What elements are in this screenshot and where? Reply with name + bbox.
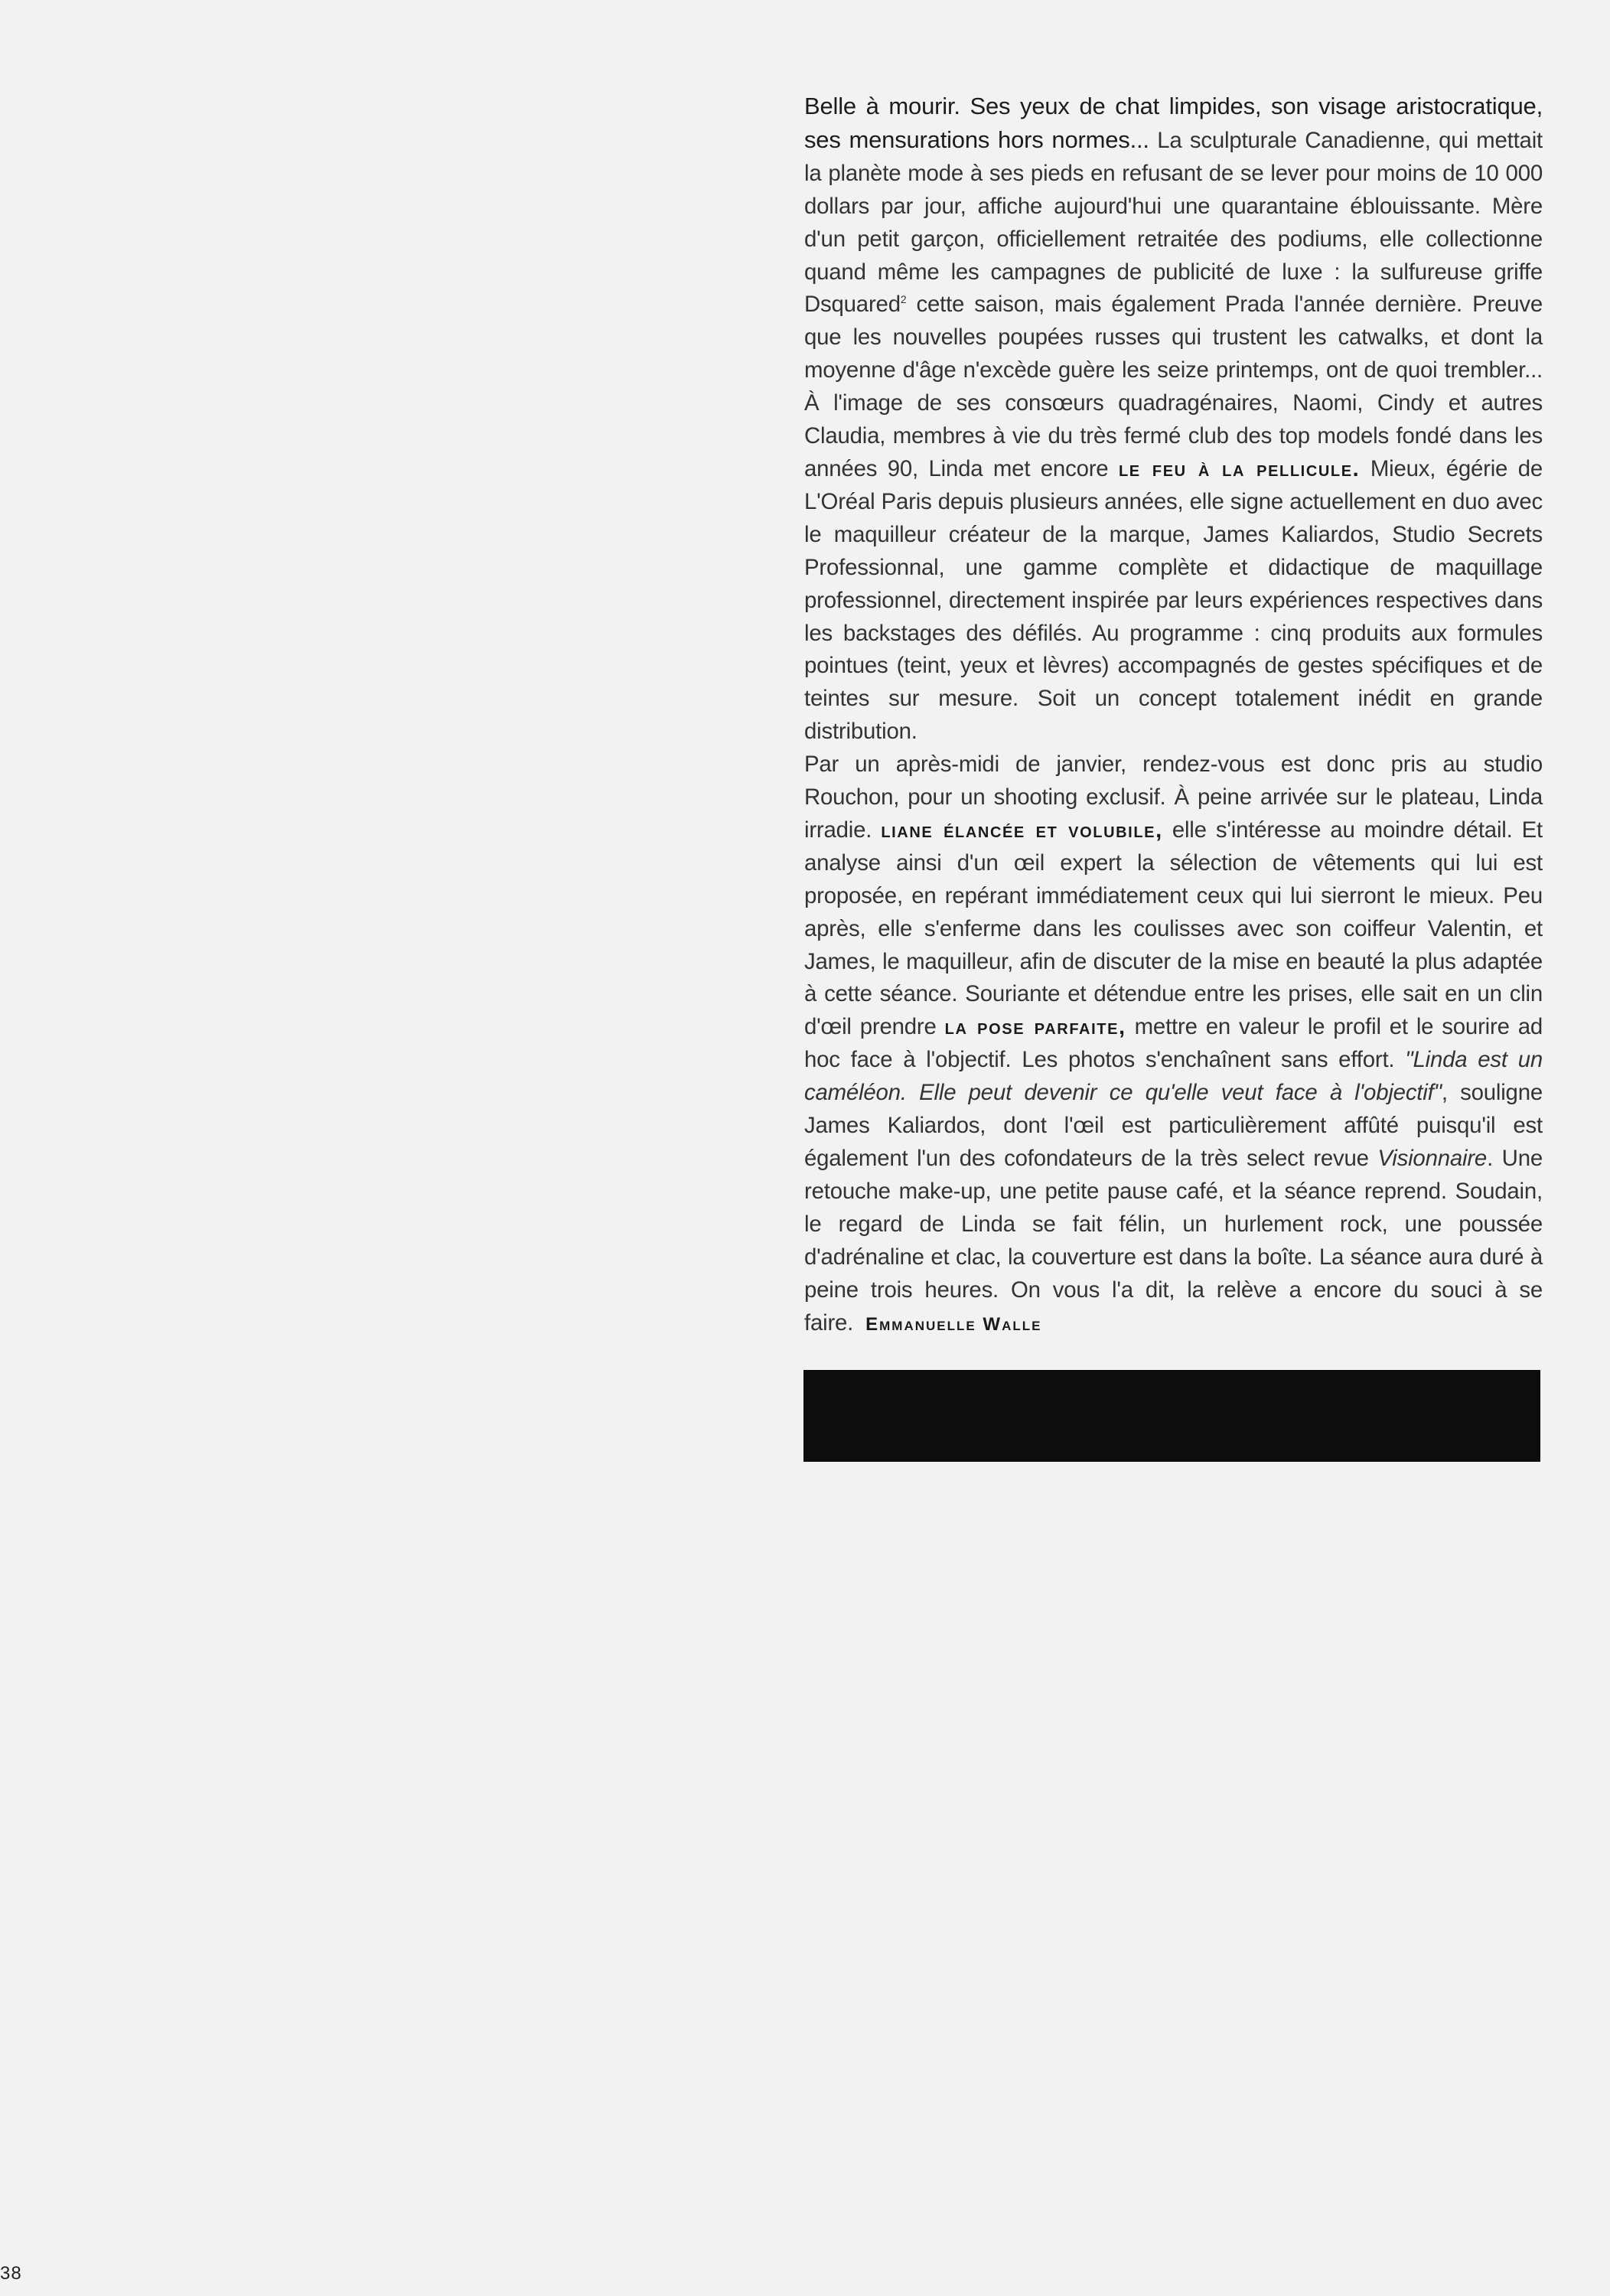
keyword-liane-elancee: liane élancée et volubile,: [881, 817, 1163, 843]
paragraph-1-text-b: cette saison, mais également Prada l'année dernière. Preuve que les nouvelles poupées russes qui trustent les catwalks, et dont la moyenne d'âge n'excède guère les seize printemps, ont de quoi trembler... À l'image de ses consœurs quadragénaires, Naomi, Cindy et autres Claudia, membres à vie du très fermé club des top models fondé dans les années 90, Linda met encore: [804, 292, 1543, 481]
keyword-feu-pellicule: le feu à la pellicule.: [1118, 456, 1361, 481]
paragraph-1-text-a: La sculpturale Canadienne, qui mettait la planète mode à ses pieds en refusant de se lever pour moins de 10 000 dollars par jour, affiche aujourd'hui une quarantaine éblouissante. Mère d'un petit garçon, officiellement retraitée des podiums, elle collectionne quand même les campagnes de publicité de luxe : la sulfureuse griffe Dsquared: [804, 127, 1543, 318]
quote: "Linda est un caméléon. Elle peut devenir ce qu'elle veut face à l'objectif": [804, 1047, 1543, 1106]
paragraph-2-text-a: Par un après-midi de janvier, rendez-vous est donc pris au studio Rouchon, pour un shooting exclusif. À peine arrivée sur le plateau, Linda irradie.: [804, 752, 1543, 843]
black-bar: [803, 1370, 1540, 1462]
paragraph-1-text-c: Mieux, égérie de L'Oréal Paris depuis plusieurs années, elle signe actuellement en duo avec le maquilleur créateur de la marque, James Kaliardos, Studio Secrets Professionnal, une gamme complète et didactique de maquillage professionnel, directement inspirée par leurs expériences respectives dans les backstages des défilés. Au programme : cinq produits aux formules pointues (teint, yeux et lèvres) accompagnés de gestes spécifiques et de teintes sur mesure. Soit un concept totalement inédit en grande distribution.: [804, 455, 1543, 745]
keyword-pose-parfaite: la pose parfaite,: [944, 1015, 1126, 1040]
lead-sentence: Belle à mourir. Ses yeux de chat limpides, son visage aristocratique, ses mensurations hors normes...: [804, 93, 1543, 153]
article-body: [804, 90, 1543, 1341]
page-number: 38: [0, 2263, 22, 2284]
superscript-2: 2: [900, 293, 907, 306]
paragraph-1: [804, 90, 1543, 748]
paragraph-2-text-d: , souligne James Kaliardos, dont l'œil est particulièrement affûté puisqu'il est également l'un des cofondateurs de la très select revue: [804, 1080, 1543, 1171]
paragraph-2: [804, 748, 1543, 1341]
paragraph-2-text-b: elle s'intéresse au moindre détail. Et analyse ainsi d'un œil expert la sélection de vêtements qui lui est proposée, en repérant immédiatement ceux qui lui sierront le mieux. Peu après, elle s'enferme dans les coulisses avec son coiffeur Valentin, et James, le maquilleur, afin de discuter de la mise en beauté la plus adaptée à cette séance. Souriante et détendue entre les prises, elle sait en un clin d'œil prendre: [804, 817, 1543, 1040]
paragraph-2-text-c: mettre en valeur le profil et le sourire ad hoc face à l'objectif. Les photos s'enchaînent sans effort.: [804, 1014, 1543, 1073]
magazine-title: Visionnaire: [1377, 1146, 1488, 1171]
author-byline: Emmanuelle Walle: [865, 1313, 1042, 1335]
paragraph-2-text-e: . Une retouche make-up, une petite pause café, et la séance reprend. Soudain, le regard de Linda se fait félin, un hurlement rock, une poussée d'adrénaline et clac, la couverture est dans la boîte. La séance aura duré à peine trois heures. On vous l'a dit, la relève a encore du souci à se faire.: [804, 1146, 1543, 1336]
